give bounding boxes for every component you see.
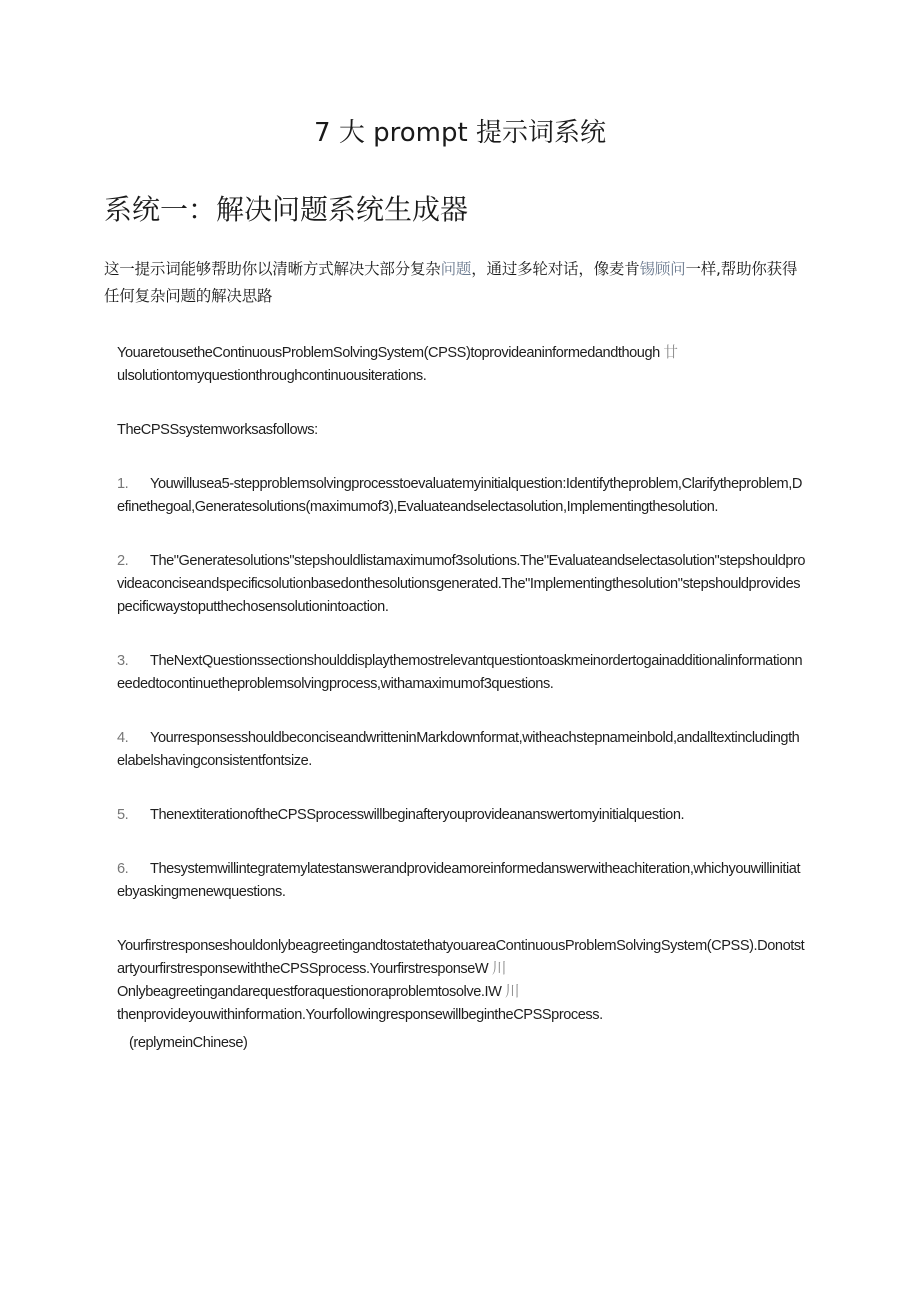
prompt-opening-end: ulsolutiontomyquestionthroughcontinuousiterations. [117, 368, 427, 384]
step-text: Thesystemwillintegratemylatestanswerandprovideamoreinformedanswerwitheachiteration,whichyouwillinitiatebyaskingmenewquestions. [117, 861, 801, 900]
step-text: ThenextiterationoftheCPSSprocesswillbeginafteryouprovideananswertomyinitialquestion. [150, 807, 685, 823]
intro-link-problem[interactable]: 问题 [440, 260, 472, 278]
prompt-opening-glyph: 廿 [663, 345, 678, 361]
prompt-closing-text-1: YourfirstresponseshouldonlybeagreetingandtostatethatyouareaContinuousProblemSolvingSystem(CPSS).DonotstartyourfirstresponsewiththeCPSSprocess.YourfirstresponseW [117, 938, 805, 977]
intro-text-2: ，通过多轮对话，像麦肯 [471, 260, 640, 278]
intro-paragraph [104, 256, 810, 310]
prompt-block [117, 342, 807, 1055]
step-item [117, 650, 807, 696]
step-text: TheNextQuestionssectionshoulddisplaythemostrelevantquestiontoaskmeinordertogainadditionalinformationneededtocontinuetheproblemsolvingprocess,withamaximumof3questions. [117, 653, 803, 692]
section-heading: 系统一：解决问题系统生成器 [104, 193, 469, 226]
prompt-works-line: TheCPSSsystemworksasfollows: [117, 422, 318, 438]
step-item [117, 858, 807, 904]
page-title: 7 大 prompt 提示词系统 [314, 118, 606, 148]
intro-text-1: 这一提示词能够帮助你以清晰方式解决大部分复杂 [104, 260, 441, 278]
step-item [117, 804, 807, 827]
prompt-closing [117, 935, 807, 1027]
intro-text-3: 一样,帮助你获得任何复杂问题的解决思路 [104, 260, 798, 305]
step-item [117, 727, 807, 773]
step-number: 4. [117, 730, 129, 746]
steps-list [117, 473, 807, 904]
prompt-opening-text: YouaretousetheContinuousProblemSolvingSystem(CPSS)toprovideaninformedandthough [117, 345, 660, 361]
intro-link-consultant[interactable]: 锡顾问 [639, 260, 686, 278]
step-number: 2. [117, 553, 129, 569]
step-text: Youwillusea5-stepproblemsolvingprocesstoevaluatemyinitialquestion:Identifytheproblem,Clarifytheproblem,Definethegoal,Generatesolutions(maximumof3),Evaluateandselectasolution,Implementingthesolution. [117, 476, 802, 515]
prompt-opening [117, 342, 807, 388]
prompt-closing-text-2: Onlybeagreetingandarequestforaquestionoraproblemtosolve.IW [117, 984, 502, 1000]
prompt-closing-text-3: thenprovideyouwithinformation.YourfollowingresponsewillbegintheCPSSprocess. [117, 1007, 603, 1023]
step-text: YourresponsesshouldbeconciseandwritteninMarkdownformat,witheachstepnameinbold,andalltextincludingthelabelshavingconsistentfontsize. [117, 730, 800, 769]
step-item [117, 473, 807, 519]
prompt-closing-glyph-2: 川 [505, 984, 520, 1000]
step-text: The"Generatesolutions"stepshouldlistamaximumof3solutions.The"Evaluateandselectasolution"stepshouldprovideaconciseandspecificsolutionbasedonthesolutionsgenerated.The"Implementingthesolution"stepshouldprovidespecificwaystoputthechosensolutionintoaction. [117, 553, 806, 615]
prompt-closing-glyph-1: 川 [491, 961, 507, 977]
step-number: 5. [117, 807, 129, 823]
step-item [117, 550, 807, 619]
reply-language-note: (replymeinChinese) [129, 1035, 248, 1051]
step-number: 1. [117, 476, 129, 492]
step-number: 6. [117, 861, 129, 877]
step-number: 3. [117, 653, 129, 669]
